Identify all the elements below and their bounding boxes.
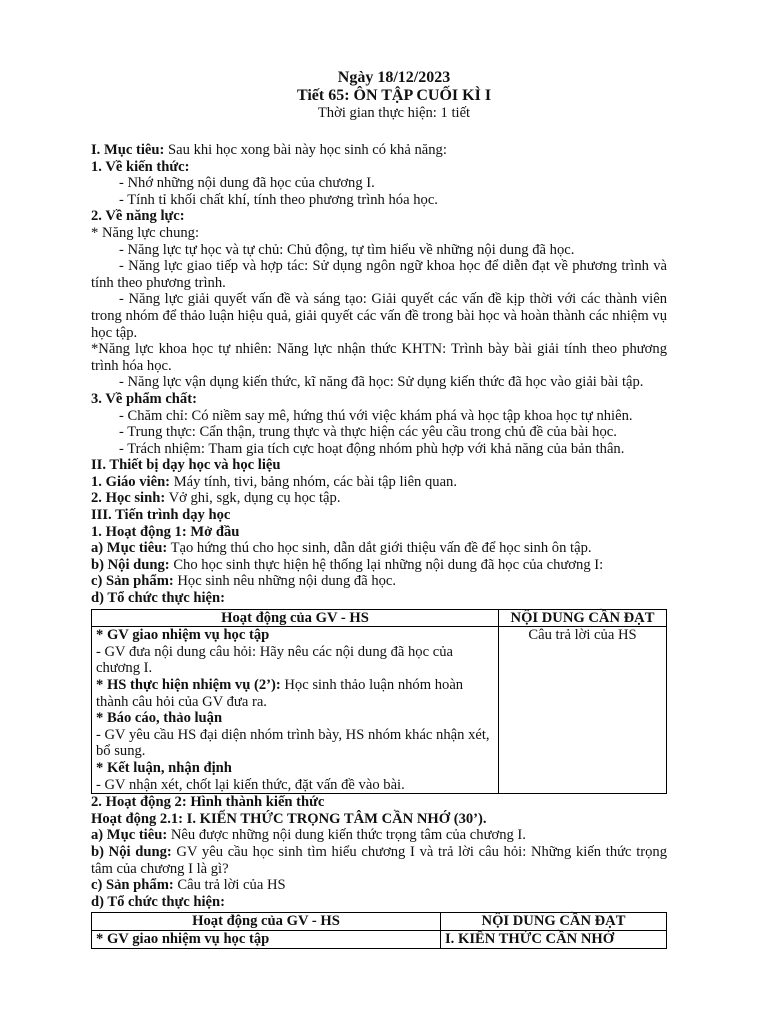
lesson-title: Tiết 65: ÔN TẬP CUỐI KÌ I xyxy=(296,87,492,104)
activity2-table xyxy=(91,912,667,948)
activity1-content xyxy=(91,557,667,574)
teacher-label: 1. Giáo viên: xyxy=(91,473,171,490)
assign-text: - GV đưa nội dung câu hỏi: Hãy nêu các nội dung đã học của chương I. xyxy=(96,643,453,677)
teacher-equipment xyxy=(91,474,667,491)
knowledge-item: - Nhớ những nội dung đã học của chương I. xyxy=(119,175,375,192)
activity2-org-heading: d) Tổ chức thực hiện: xyxy=(91,893,226,910)
goal-text: Tạo hứng thú cho học sinh, dẫn dắt giới thiệu vấn đề để học sinh ôn tập. xyxy=(167,540,592,557)
quality-item: - Trung thực: Cẩn thận, trung thực và thực hiện các yêu cầu trong chủ đề của bài học. xyxy=(119,424,617,441)
activity1-product xyxy=(91,573,667,590)
objectives-heading: I. Mục tiêu: xyxy=(91,142,165,158)
activity21-heading: Hoạt động 2.1: I. KIẾN THỨC TRỌNG TÂM CẦN NHỚ (30’). xyxy=(91,810,487,827)
activities-cell: * GV giao nhiệm vụ học tập xyxy=(92,930,441,948)
teacher-text: Máy tính, tivi, bảng nhóm, các bài tập liên quan. xyxy=(170,473,458,490)
do-label: * HS thực hiện nhiệm vụ (2’): xyxy=(96,677,281,693)
competence-item: - Năng lực giao tiếp và hợp tác: Sử dụng ngôn ngữ khoa học để diễn đạt về phương trình và tính theo phương trình. xyxy=(91,258,667,291)
table-row xyxy=(92,930,667,948)
report-text: - GV yêu cầu HS đại diện nhóm trình bày, HS nhóm khác nhận xét, bổ sung. xyxy=(96,726,490,760)
table-header-row xyxy=(92,913,667,931)
conclude-text: - GV nhận xét, chốt lại kiến thức, đặt vấn đề vào bài. xyxy=(96,776,405,793)
activity1-table xyxy=(91,609,667,795)
objectives-intro: Sau khi học xong bài này học sinh có khả năng: xyxy=(164,142,447,158)
lesson-duration: Thời gian thực hiện: 1 tiết xyxy=(317,105,471,121)
activity1-org-heading: d) Tổ chức thực hiện: xyxy=(91,590,226,607)
content-label: b) Nội dung: xyxy=(91,556,170,573)
goal-label: a) Mục tiêu: xyxy=(91,540,168,557)
student-equipment xyxy=(91,490,667,507)
product-text: Học sinh nêu những nội dung đã học. xyxy=(173,573,397,590)
lesson-header xyxy=(0,68,768,122)
objectives-line xyxy=(91,142,667,159)
col-content-header: NỘI DUNG CẦN ĐẠT xyxy=(499,609,667,627)
do-line xyxy=(96,677,494,710)
content-text: GV yêu cầu học sinh tìm hiểu chương I và trả lời câu hỏi: Những kiến thức trọng tâm của chương I là gì? xyxy=(91,843,668,877)
competence-item: - Năng lực giải quyết vấn đề và sáng tạo: Giải quyết các vấn đề kịp thời với các thành viên trong nhóm để thảo luận hiệu quả, giải quyết các vấn đề trong bài học và hoàn thành các nhiệm vụ học tập. xyxy=(91,291,667,341)
report-label: * Báo cáo, thảo luận xyxy=(96,710,223,727)
knowledge-heading: 1. Về kiến thức: xyxy=(91,158,190,175)
activity2-heading: 2. Hoạt động 2: Hình thành kiến thức xyxy=(91,794,325,811)
competence-item: - Năng lực tự học và tự chủ: Chủ động, tự tìm hiểu về những nội dung đã học. xyxy=(119,241,575,258)
activity2-goal xyxy=(91,827,667,844)
quality-heading: 3. Về phẩm chất: xyxy=(91,390,197,407)
content-text: Cho học sinh thực hiện hệ thống lại những nội dung đã học của chương I: xyxy=(169,556,604,573)
table-header-row xyxy=(92,609,667,627)
student-label: 2. Học sinh: xyxy=(91,490,166,507)
goal-label: a) Mục tiêu: xyxy=(91,827,168,844)
student-text: Vở ghi, sgk, dụng cụ học tập. xyxy=(165,490,341,507)
col-activities-header: Hoạt động của GV - HS xyxy=(92,913,441,931)
activities-cell xyxy=(92,627,499,794)
general-competence-label: * Năng lực chung: xyxy=(91,224,200,241)
product-label: c) Sản phẩm: xyxy=(91,573,174,590)
goal-text: Nêu được những nội dung kiến thức trọng tâm của chương I. xyxy=(167,827,526,844)
quality-item: - Trách nhiệm: Tham gia tích cực hoạt động nhóm phù hợp với khả năng của bản thân. xyxy=(119,440,625,457)
activity2-content xyxy=(91,844,667,877)
product-label: c) Sản phẩm: xyxy=(91,877,174,894)
apply-competence: - Năng lực vận dụng kiến thức, kĩ năng đã học: Sử dụng kiến thức đã học vào giải bài tập. xyxy=(119,374,644,391)
content-cell: I. KIẾN THỨC CẦN NHỚ xyxy=(441,930,667,948)
assign-label: * GV giao nhiệm vụ học tập xyxy=(96,627,270,644)
activity1-heading: 1. Hoạt động 1: Mở đầu xyxy=(91,523,240,540)
conclude-label: * Kết luận, nhận định xyxy=(96,759,232,776)
lesson-date: Ngày 18/12/2023 xyxy=(337,69,451,86)
science-competence: *Năng lực khoa học tự nhiên: Năng lực nhận thức KHTN: Trình bày bài giải tính theo phương trình hóa học. xyxy=(91,341,667,374)
col-content-header: NỘI DUNG CẦN ĐẠT xyxy=(441,913,667,931)
equipment-heading: II. Thiết bị dạy học và học liệu xyxy=(91,457,281,474)
content-label: b) Nội dung: xyxy=(91,843,172,860)
competence-heading: 2. Về năng lực: xyxy=(91,208,185,225)
knowledge-item: - Tính tỉ khối chất khí, tính theo phương trình hóa học. xyxy=(119,191,438,208)
answer-cell: Câu trả lời của HS xyxy=(499,627,667,794)
quality-item: - Chăm chỉ: Có niềm say mê, hứng thú với việc khám phá và học tập khoa học tự nhiên. xyxy=(119,407,633,424)
lesson-body xyxy=(91,142,667,949)
col-activities-header: Hoạt động của GV - HS xyxy=(92,609,499,627)
activity2-product xyxy=(91,877,667,894)
process-heading: III. Tiến trình dạy học xyxy=(91,507,231,524)
table-row xyxy=(92,627,667,794)
product-text: Câu trả lời của HS xyxy=(173,877,286,894)
activity1-goal xyxy=(91,540,667,557)
do-text: Học sinh thảo luận nhóm hoàn thành câu hỏi của GV đưa ra. xyxy=(96,677,464,710)
